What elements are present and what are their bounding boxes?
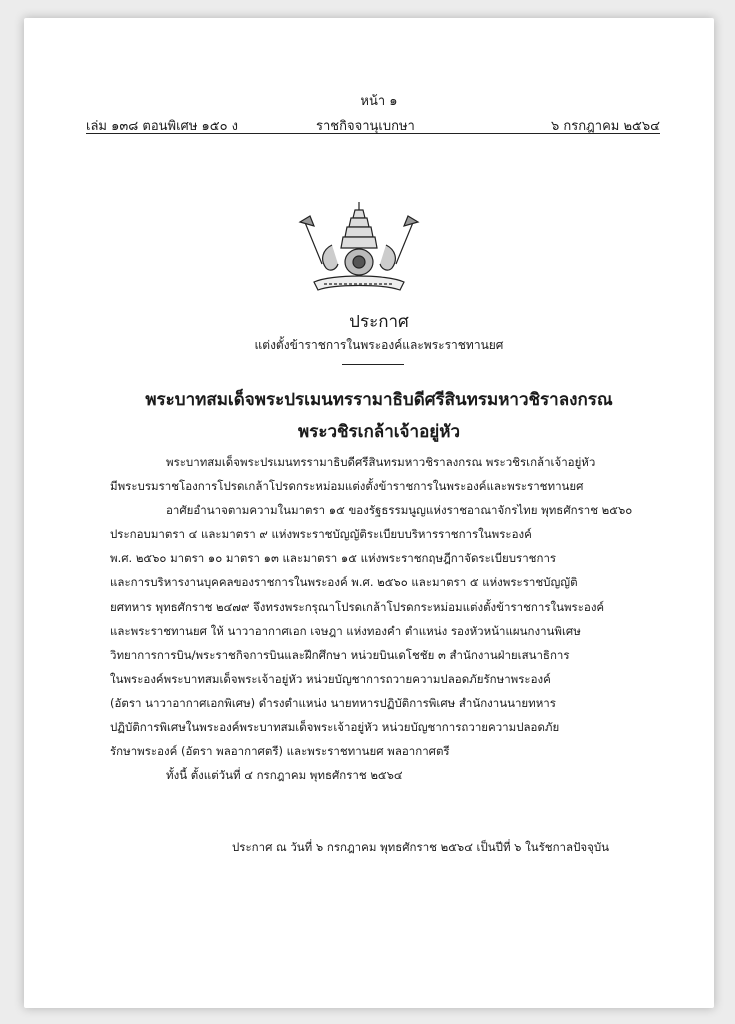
king-name-line-2: พระวชิรเกล้าเจ้าอยู่หัว bbox=[298, 422, 460, 442]
body-line: ในพระองค์พระบาทสมเด็จพระเจ้าอยู่หัว หน่วยบัญชาการถวายความปลอดภัยรักษาพระองค์ bbox=[110, 671, 551, 686]
king-name-line-1: พระบาทสมเด็จพระปรเมนทรรามาธิบดีศรีสินทรมหาวชิราลงกรณ bbox=[145, 390, 613, 410]
body-line: ยศทหาร พุทธศักราช ๒๔๗๙ จึงทรงพระกรุณาโปรดเกล้าโปรดกระหม่อมแต่งตั้งข้าราชการในพระองค์ bbox=[110, 599, 605, 614]
title-divider bbox=[342, 364, 404, 365]
body-line: ประกอบมาตรา ๔ และมาตรา ๙ แห่งพระราชบัญญัติระเบียบบริหารราชการในพระองค์ bbox=[110, 527, 532, 542]
volume-info: เล่ม ๑๓๘ ตอนพิเศษ ๑๕๐ ง bbox=[86, 119, 239, 134]
body-line: รักษาพระองค์ (อัตรา พลอากาศตรี) และพระราชทานยศ พลอากาศตรี bbox=[110, 744, 450, 759]
body-line: มีพระบรมราชโองการโปรดเกล้าโปรดกระหม่อมแต่งตั้งข้าราชการในพระองค์และพระราชทานยศ bbox=[110, 479, 584, 494]
body-line: และการบริหารงานบุคคลของราชการในพระองค์ พ.ศ. ๒๕๖๐ และมาตรา ๕ แห่งพระราชบัญญัติ bbox=[110, 575, 578, 590]
body-line: วิทยาการการบิน/พระราชกิจการบินและฝึกศึกษา หน่วยบินเดโชชัย ๓ สำนักงานฝ่ายเสนาธิการ bbox=[110, 647, 570, 662]
gazette-page bbox=[24, 18, 714, 1008]
gazette-name: ราชกิจจานุเบกษา bbox=[316, 119, 415, 134]
gazette-header bbox=[86, 115, 660, 134]
page-number: หน้า ๑ bbox=[360, 94, 398, 109]
body-line: (อัตรา นาวาอากาศเอกพิเศษ) ดำรงตำแหน่ง นายทหารปฏิบัติการพิเศษ สำนักงานนายทหาร bbox=[110, 695, 556, 710]
body-line: อาศัยอำนาจตามความในมาตรา ๑๕ ของรัฐธรรมนูญแห่งราชอาณาจักรไทย พุทธศักราช ๒๕๖๐ bbox=[166, 503, 633, 518]
issue-date: ๖ กรกฎาคม ๒๕๖๔ bbox=[550, 119, 660, 134]
body-line: ทั้งนี้ ตั้งแต่วันที่ ๔ กรกฎาคม พุทธศักราช ๒๕๖๔ bbox=[166, 768, 403, 783]
body-line: พ.ศ. ๒๕๖๐ มาตรา ๑๐ มาตรา ๑๓ และมาตรา ๑๕ แห่งพระราชกฤษฎีกาจัดระเบียบราชการ bbox=[110, 551, 557, 566]
announcement-subtitle: แต่งตั้งข้าราชการในพระองค์และพระราชทานยศ bbox=[254, 338, 504, 352]
body-line: ปฏิบัติการพิเศษในพระองค์พระบาทสมเด็จพระเจ้าอยู่หัว หน่วยบัญชาการถวายความปลอดภัย bbox=[110, 720, 560, 735]
body-line: พระบาทสมเด็จพระปรเมนทรรามาธิบดีศรีสินทรมหาวชิราลงกรณ พระวชิรเกล้าเจ้าอยู่หัว bbox=[166, 455, 596, 469]
announcement-title: ประกาศ bbox=[349, 312, 409, 332]
royal-emblem-icon bbox=[292, 200, 426, 296]
body-line: และพระราชทานยศ ให้ นาวาอากาศเอก เจษฎา แห่งทองคำ ตำแหน่ง รองหัวหน้าแผนกงานพิเศษ bbox=[110, 623, 581, 638]
closing-line: ประกาศ ณ วันที่ ๖ กรกฎาคม พุทธศักราช ๒๕๖๔ เป็นปีที่ ๖ ในรัชกาลปัจจุบัน bbox=[232, 840, 610, 854]
announcement-body bbox=[110, 450, 662, 787]
